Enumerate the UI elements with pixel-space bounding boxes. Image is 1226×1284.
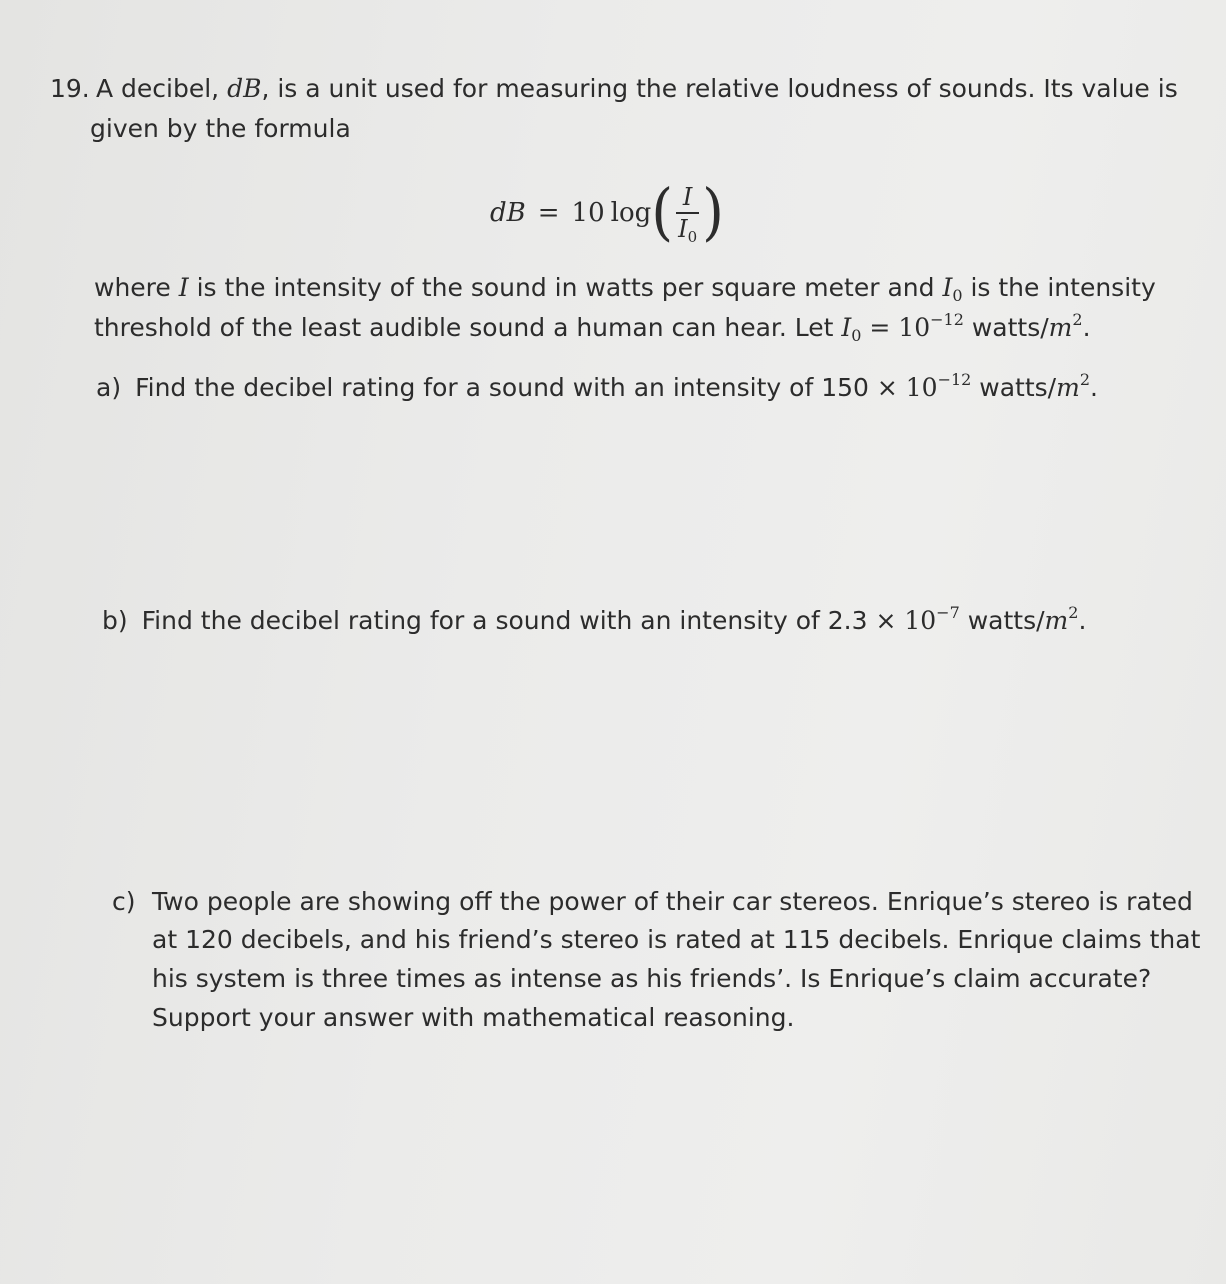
part-c-line4: Support your answer with mathematical reasoning. bbox=[152, 1003, 795, 1032]
part-c-line3: his system is three times as intense as his friends’. Is Enrique’s claim accurate? bbox=[152, 964, 1152, 993]
part-b: b) Find the decibel rating for a sound with an intensity of $2.3 \times 10^{-7}$ watts/$m^2$. bbox=[102, 603, 1087, 635]
decibel-formula bbox=[490, 178, 724, 248]
formula-right-paren: ) bbox=[702, 176, 725, 249]
part-a-text: Find the decibel rating for a sound with an intensity of 150 × bbox=[135, 373, 906, 402]
formula-coef: 10 bbox=[571, 198, 605, 228]
part-c-line1: Two people are showing off the power of their car stereos. Enrique’s stereo is rated bbox=[152, 887, 1193, 916]
where-line1: where I is the intensity of the sound in watts per square meter and $I_0$ is the intensity bbox=[94, 273, 1156, 305]
formula-denominator: $I_0$ bbox=[678, 215, 698, 246]
formula-equals: = bbox=[537, 198, 560, 228]
part-a-label: a) bbox=[96, 373, 122, 402]
where-line2: threshold of the least audible sound a human can hear. Let $I_0 = 10^{-12}$ watts/$m^2$. bbox=[94, 310, 1091, 345]
formula-numerator: I bbox=[682, 183, 693, 211]
formula-log: log bbox=[610, 198, 652, 228]
var-dB: dB bbox=[227, 74, 262, 103]
part-c-line2: at 120 decibels, and his friend’s stereo is rated at 115 decibels. Enrique claims that bbox=[152, 925, 1201, 954]
question-intro-line1: A decibel, dB, is a unit used for measuring the relative loudness of sounds. Its value is bbox=[96, 74, 1178, 103]
part-c-label: c) bbox=[112, 887, 136, 916]
part-a: a) Find the decibel rating for a sound with an intensity of $150 \times 10^{-12}$ watts/$m^2$. bbox=[96, 370, 1098, 402]
fraction-bar bbox=[676, 212, 699, 214]
formula-lhs: dB bbox=[490, 198, 526, 228]
formula-left-paren: ( bbox=[651, 176, 674, 249]
part-b-text: Find the decibel rating for a sound with an intensity of 2.3 × bbox=[141, 606, 905, 635]
question-number: 19. bbox=[50, 74, 90, 103]
formula-fraction bbox=[676, 183, 699, 246]
part-b-label: b) bbox=[102, 606, 128, 635]
question-intro-line2: given by the formula bbox=[90, 114, 351, 143]
